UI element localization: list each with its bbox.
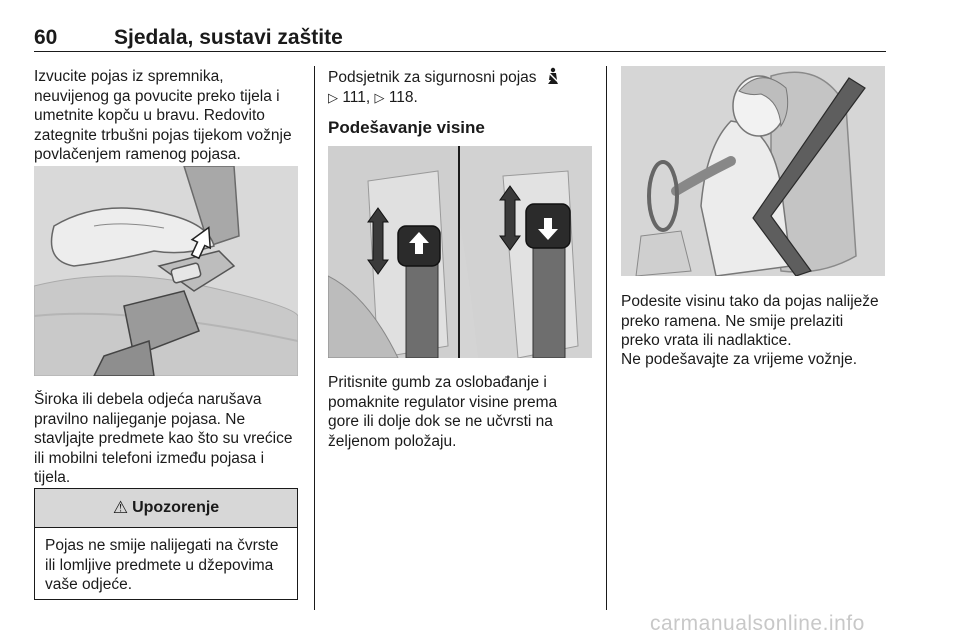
text-line: povlačenjem ramenog pojasa. [34, 146, 241, 163]
reference-arrow-icon: ▷ [328, 89, 338, 105]
warning-header [35, 489, 297, 528]
watermark: carmanualsonline.info [650, 612, 865, 635]
intro-paragraph [34, 67, 309, 165]
text-line: Široka ili debela odjeća narušava [34, 391, 262, 408]
seatbelt-reminder-icon [545, 67, 561, 85]
text-line: preko ramena. Ne smije prelaziti [621, 312, 844, 330]
text-line: ili mobilni telefoni između pojasa i [34, 449, 265, 467]
section-subheading: Podešavanje visine [328, 118, 485, 137]
text-line: Podesite visinu tako da pojas naliježe [621, 293, 879, 310]
driving-warning-paragraph [621, 350, 893, 370]
page-number: 60 [34, 26, 58, 49]
height-adjuster-illustration [328, 146, 592, 358]
reminder-paragraph [328, 67, 600, 107]
text-line: neuvijenog ga povucite preko tijela i [34, 87, 280, 105]
text-line: pomaknite regulator visine prema [328, 393, 558, 411]
text-line: pravilno nalijeganje pojasa. Ne [34, 410, 246, 428]
page-reference[interactable]: 111 [342, 88, 366, 106]
text-line: Ne podešavajte za vrijeme vožnje. [621, 351, 858, 368]
text-line: stavljajte predmete kao što su vrećice [34, 430, 293, 447]
text-line: umetnite kopču u bravu. Redovito [34, 107, 265, 124]
reference-end: . [413, 88, 418, 106]
text-line: zategnite trbušni pojas tijekom vožnje [34, 126, 292, 144]
reminder-text: Podsjetnik za sigurnosni pojas [328, 69, 537, 86]
instruction-paragraph [328, 373, 600, 451]
driver-belt-illustration [621, 66, 885, 276]
clothing-paragraph [34, 390, 309, 488]
buckle-illustration [34, 166, 298, 376]
page-title: Sjedala, sustavi zaštite [114, 26, 343, 49]
warning-title: Upozorenje [132, 499, 220, 516]
page-header [34, 26, 886, 52]
page-reference[interactable]: 118 [388, 88, 414, 106]
column-divider-2 [606, 66, 607, 610]
text-line: Pritisnite gumb za oslobađanje i [328, 374, 547, 391]
header-rule [34, 51, 886, 52]
warning-box [34, 488, 298, 600]
height-adjust-paragraph [621, 292, 893, 351]
text-line: željenom položaju. [328, 432, 457, 450]
warning-text [45, 536, 287, 595]
column-divider-1 [314, 66, 315, 610]
reference-separator: , [365, 88, 375, 106]
text-line: preko vrata ili nadlaktice. [621, 332, 792, 349]
warning-triangle-icon: ⚠ [112, 498, 129, 517]
text-line: ili lomljive predmete u džepovima [45, 556, 274, 574]
text-line: vaše odjeće. [45, 576, 133, 593]
text-line: tijela. [34, 469, 71, 486]
text-line: Izvucite pojas iz spremnika, [34, 68, 224, 85]
text-line: Pojas ne smije nalijegati na čvrste [45, 537, 279, 554]
reference-arrow-icon: ▷ [374, 89, 385, 105]
text-line: gore ili dolje dok se ne učvrsti na [328, 413, 553, 430]
